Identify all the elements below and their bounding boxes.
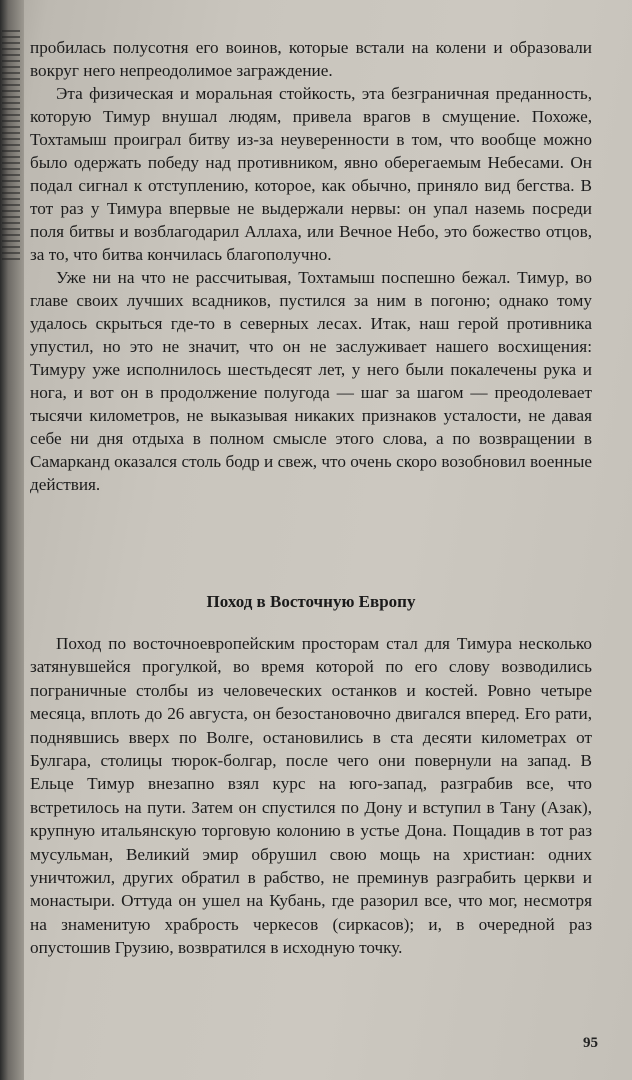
section-body-text xyxy=(30,632,592,960)
section-heading: Поход в Восточную Европу xyxy=(206,592,416,611)
facing-page-edge xyxy=(2,30,20,260)
paragraph-3: Уже ни на что не рассчитывая, Тохтамыш поспешно бежал. Тимур, во главе своих лучших всадников, пустился за ним в погоню; однако тому удалось скрыться где-то в северных лесах. Итак, наш герой противника упустил, но это не значит, что он не заслуживает нашего восхищения: Тимуру уже исполнилось шестьдесят лет, у него были покалечены рука и нога, и вот он в продолжение полугода — шаг за шагом — преодолевает тысячи километров, не выказывая никаких признаков усталости, не давая себе ни дня отдыха в полном смысле этого слова, а по возвращении в Самарканд оказался столь бодр и свеж, что очень скоро возобновил военные действия. xyxy=(30,268,592,494)
book-spine xyxy=(0,0,24,1080)
paragraph-2: Эта физическая и моральная стойкость, эта безграничная преданность, которую Тимур внушал людям, привела врагов в смущение. Похоже, Тохтамыш проиграл битву из-за неуверенности в том, что вообще можно было одержать победу над противником, явно оберегаемым Небесами. Он подал сигнал к отступлению, которое, как обычно, приняло вид бегства. В тот раз у Тимура впервые не выдержали нервы: он упал наземь посреди поля битвы и возблагодарил Аллаха, или Вечное Небо, это божество отцов, за то, что битва кончилась благополучно. xyxy=(30,84,592,264)
paragraph-1: пробилась полусотня его воинов, которые встали на колени и образовали вокруг него непреодолимое заграждение. xyxy=(30,38,592,80)
section-paragraph: Поход по восточноевропейским просторам стал для Тимура несколько затянувшейся прогулкой, во время которой по его слову возводились пограничные столбы из человеческих останков и костей. Ровно четыре месяца, вплоть до 26 августа, он безостановочно двигался вперед. Его рати, поднявшись вверх по Волге, остановились в ста десяти километрах от Булгара, столицы тюрок-болгар, после чего они повернули на запад. В Ельце Тимур внезапно взял курс на юго-запад, разграбив все, что встретилось на пути. Затем он спустился по Дону и вступил в Тану (Азак), крупную итальянскую торговую колонию в устье Дона. Пощадив в тот раз мусульман, Великий эмир обрушил свою мощь на христиан: одних уничтожил, других обратил в рабство, не преминув разграбить церкви и монастыри. Оттуда он ушел на Кубань, где разорил все, что мог, несмотря на знаменитую храбрость черкесов (сиркасов); и, в очередной раз опустошив Грузию, возвратился в исходную точку. xyxy=(30,634,592,958)
body-text xyxy=(30,36,592,496)
page-number: 95 xyxy=(583,1035,598,1051)
